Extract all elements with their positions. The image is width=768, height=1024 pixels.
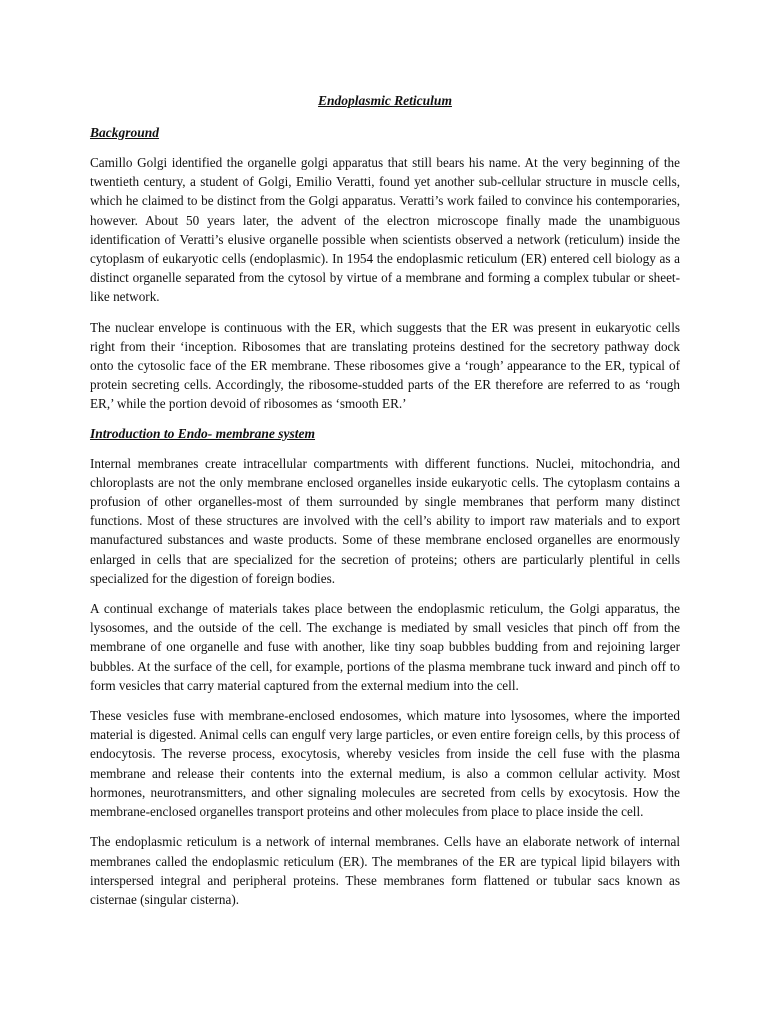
- paragraph: Camillo Golgi identified the organelle golgi apparatus that still bears his name. At the very beginning of the twentieth century, a student of Golgi, Emilio Veratti, found yet another sub-cellular structure in muscle cells, which he claimed to be distinct from the Golgi apparatus. Veratti’s work failed to convince his contemporaries, however. About 50 years later, the advent of the electron microscope finally made the unambiguous identification of Veratti’s elusive organelle possible when scientists observed a network (reticulum) inside the cytoplasm of eukaryotic cells (endoplasmic). In 1954 the endoplasmic reticulum (ER) entered cell biology as a distinct organelle separated from the cytosol by virtue of a membrane and forming a complex tubular or sheet-like network.: [90, 155, 680, 305]
- section-heading-endomembrane: Introduction to Endo- membrane system: [90, 425, 316, 441]
- paragraph: The endoplasmic reticulum is a network of internal membranes. Cells have an elaborate network of internal membranes called the endoplasmic reticulum (ER). The membranes of the ER are typical lipid bilayers with interspersed integral and peripheral proteins. These membranes form flattened or tubular sacs known as cisternae (singular cisterna).: [90, 834, 680, 907]
- section-heading-background: Background: [90, 125, 160, 140]
- section-endomembrane-intro: [90, 425, 680, 909]
- paragraph: Internal membranes create intracellular compartments with different functions. Nuclei, mitochondria, and chloroplasts are not the only membrane enclosed organelles inside eukaryotic cells. The cytoplasm contains a profusion of other organelles-most of them surrounded by single membranes that perform many distinct functions. Most of these structures are involved with the cell’s ability to import raw materials and to export manufactured substances and waste products. Some of these membrane enclosed organelles are enormously enlarged in cells that are specialized for the secretion of proteins; others are particularly plentiful in cells specialized for the digestion of foreign bodies.: [90, 455, 680, 586]
- paragraph: The nuclear envelope is continuous with the ER, which suggests that the ER was present in eukaryotic cells right from their ‘inception. Ribosomes that are translating proteins destined for the secretory pathway dock onto the cytosolic face of the ER membrane. These ribosomes give a ‘rough’ appearance to the ER, typical of protein secreting cells. Accordingly, the ribosome-studded parts of the ER therefore are referred to as ‘rough ER,’ while the portion devoid of ribosomes as ‘smooth ER.’: [90, 319, 680, 412]
- paragraph: A continual exchange of materials takes place between the endoplasmic reticulum, the Golgi apparatus, the lysosomes, and the outside of the cell. The exchange is mediated by small vesicles that pinch off from the membrane of one organelle and fuse with another, like tiny soap bubbles budding from and rejoining larger bubbles. At the surface of the cell, for example, portions of the plasma membrane tuck inward and pinch off to form vesicles that carry material captured from the external medium into the cell.: [90, 601, 680, 693]
- paragraph: These vesicles fuse with membrane-enclosed endosomes, which mature into lysosomes, where the imported material is digested. Animal cells can engulf very large particles, or even entire foreign cells, by this process of endocytosis. The reverse process, exocytosis, whereby vesicles from inside the cell fuse with the plasma membrane and release their contents into the external medium, is also a common cellular activity. Most hormones, neurotransmitters, and other signaling molecules are secreted from cells by exocytosis. How the membrane-enclosed organelles transport proteins and other molecules from place to place inside the cell.: [90, 708, 680, 820]
- section-background: [90, 124, 680, 414]
- document-title: Endoplasmic Reticulum: [318, 93, 452, 108]
